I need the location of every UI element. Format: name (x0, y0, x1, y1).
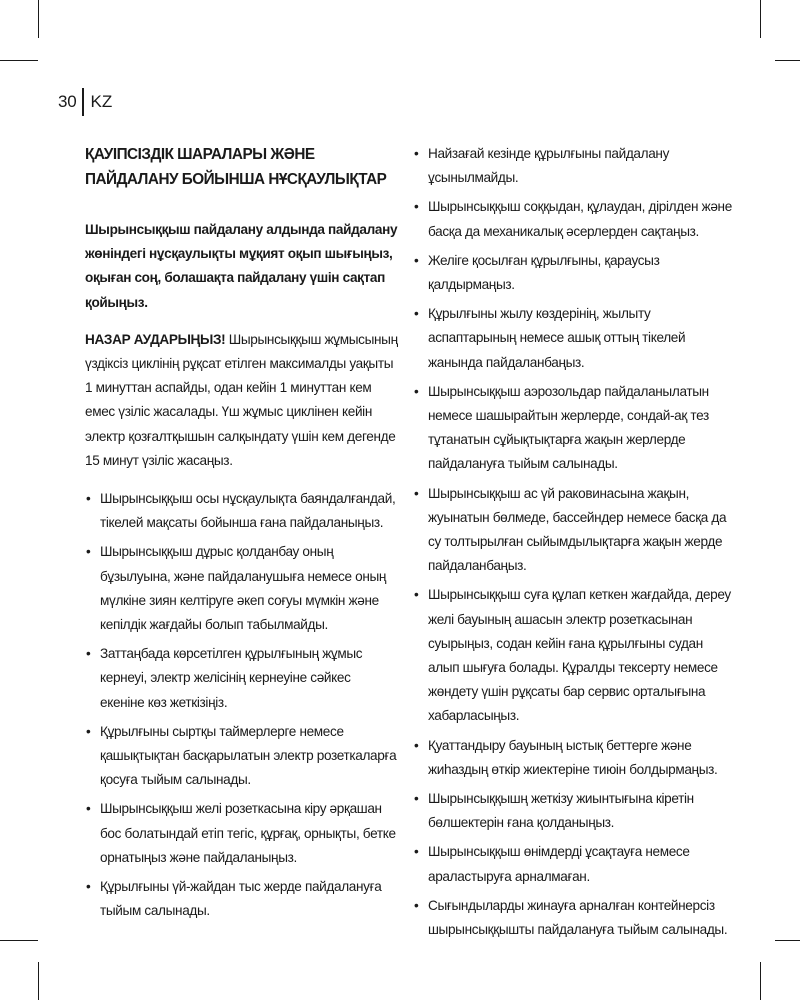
list-item-text: Шырынсыққыш суға құлап кеткен жағдайда, дереу желі бауының ашасын электр розеткасынан суырыңыз, содан кейін ғана құрылғыны судан алып шығуға болады. Құралды тексерту немесе жөндету үшін рұқсаты бар сервис орталығына хабарласыңыз. (428, 587, 731, 724)
right-column (413, 142, 735, 947)
list-item (85, 720, 398, 793)
list-item-text: Шырынсыққыш ас үй раковинасына жақын, жуынатын бөлмеде, бассейндер немесе басқа да су толтырылған сыйымдылықтарға жақын жерде пайдаланбаңыз. (428, 485, 727, 574)
list-item-text: Құрылғыны үй-жайдан тыс жерде пайдалануға тыйым салынады. (100, 879, 382, 919)
bullet-dot: • (86, 491, 91, 507)
page-header (58, 88, 112, 116)
list-item-text: Найзағай кезінде құрылғыны пайдалану ұсынылмайды. (428, 146, 670, 186)
list-item (413, 583, 735, 728)
warning-text: Шырынсыққыш жұмысының үздіксіз циклінің рұқсат етілген максималды уақыты 1 минуттан аспайды, одан кейін 1 минуттан кем емес үзіліс жасалады. Үш жұмыс циклінен кейін электр қозғалтқышын салқындату үшін кем дегенде 15 минут үзіліс жасаңыз. (85, 331, 398, 468)
list-item (413, 482, 735, 579)
right-bullet-list (413, 142, 735, 942)
bullet-dot: • (414, 485, 419, 501)
bullet-dot: • (414, 737, 419, 753)
list-item-text: Заттаңбада көрсетілген құрылғының жұмыс кернеуі, электр желісінің кернеуіне сәйкес екеніне көз жеткізіңіз. (100, 646, 363, 710)
list-item-text: Желіге қосылған құрылғыны, қараусыз қалдырмаңыз. (428, 252, 660, 293)
list-item-text: Шырынсыққыш желі розеткасына кіру әрқашан бос болатындай етіп тегіс, құрғақ, орнықты, бетке орнатыңыз және пайдаланыңыз. (100, 801, 396, 865)
list-item (85, 487, 398, 535)
list-item-text: Шырынсыққыш аэрозольдар пайдаланылатын немесе шашырайтын жерлерде, сондай-ақ тез тұтанатын сұйықтықтарға жақын жерлерде пайдалануға тыйым салынады. (428, 383, 709, 472)
list-item (413, 787, 735, 835)
bullet-dot: • (414, 897, 419, 913)
list-item-text: Шырынсыққыш дұрыс қолданбау оның бұзылуына, және пайдаланушыға немесе оның мүлкіне зиян келтіруге әкеп соғуы мүмкін және кепілдік жағдайы болып табылмайды. (100, 544, 387, 633)
crop-mark-top-left (38, 0, 39, 38)
crop-mark-top-left-h (0, 60, 38, 61)
list-item (85, 642, 398, 715)
list-item (413, 840, 735, 888)
language-code: KZ (90, 92, 113, 111)
bullet-dot: • (414, 199, 419, 215)
crop-mark-bottom-left-h (0, 940, 38, 941)
list-item-text: Құрылғыны жылу көздерінің, жылыту аспаптарының немесе ашық оттың тікелей жанында пайдаланбаңыз. (428, 306, 686, 370)
crop-mark-top-right (760, 0, 761, 38)
list-item-text: Сығындыларды жинауға арналған контейнерсіз шырынсыққышты пайдалануға тыйым салынады. (428, 897, 728, 938)
bullet-dot: • (414, 306, 419, 322)
warning-paragraph (85, 328, 398, 473)
bullet-dot: • (414, 252, 419, 268)
bullet-dot: • (414, 587, 419, 603)
left-bullet-list (85, 487, 398, 923)
bullet-dot: • (414, 383, 419, 399)
list-item-text: Құрылғыны сыртқы таймерлерге немесе қашықтықтан басқарылатын электр розеткаларға қосуға тыйым салынады. (100, 723, 397, 788)
bullet-dot: • (86, 801, 91, 817)
list-item (85, 875, 398, 923)
left-column (85, 142, 398, 928)
page-number: 30 (58, 92, 77, 111)
bullet-dot: • (86, 879, 91, 895)
list-item-text: Шырынсыққыш соққыдан, құлаудан, дірілден және басқа да механикалық әсерлерден сақтаңыз. (428, 199, 732, 239)
list-item (85, 797, 398, 870)
list-item (413, 142, 735, 190)
list-item-text: Шырынсыққыш өнімдерді ұсақтауға немесе араластыруға арналмаған. (428, 844, 690, 884)
list-item (85, 540, 398, 637)
list-item-text: Шырынсыққышң жеткізу жиынтығына кіретін бөлшектерін ғана қолданыңыз. (428, 791, 694, 831)
header-divider (82, 88, 84, 116)
crop-mark-bottom-left (38, 962, 39, 1000)
bullet-dot: • (86, 723, 91, 739)
list-item (413, 195, 735, 243)
bullet-dot: • (414, 146, 419, 161)
crop-mark-top-right-h (775, 60, 800, 61)
bullet-dot: • (414, 791, 419, 807)
list-item-text: Қуаттандыру бауының ыстық беттерге және жиһаздың өткір жиектеріне тиюін болдырмаңыз. (428, 737, 718, 777)
crop-mark-bottom-right-h (775, 940, 800, 941)
list-item (413, 894, 735, 942)
list-item (413, 249, 735, 297)
intro-paragraph: Шырынсыққыш пайдалану алдында пайдалану жөніндегі нұсқаулықты мұқият оқып шығыңыз, оқыған соң, болашақта пайдалану үшін сақтап қойыңыз. (85, 222, 398, 310)
crop-mark-bottom-right (760, 962, 761, 1000)
bullet-dot: • (86, 544, 91, 560)
list-item (413, 380, 735, 477)
list-item (413, 302, 735, 375)
warning-label: НАЗАР АУДАРЫҢЫЗ! (85, 331, 226, 347)
bullet-dot: • (414, 844, 419, 860)
bullet-dot: • (86, 646, 91, 662)
list-item (413, 734, 735, 782)
section-title: ҚАУІПСІЗДІК ШАРАЛАРЫ ЖӘНЕ ПАЙДАЛАНУ БОЙЫНША НҰСҚАУЛЫҚТАР (85, 146, 387, 188)
list-item-text: Шырынсыққыш осы нұсқаулықта баяндалғандай, тікелей мақсаты бойынша ғана пайдаланыңыз. (100, 491, 396, 531)
